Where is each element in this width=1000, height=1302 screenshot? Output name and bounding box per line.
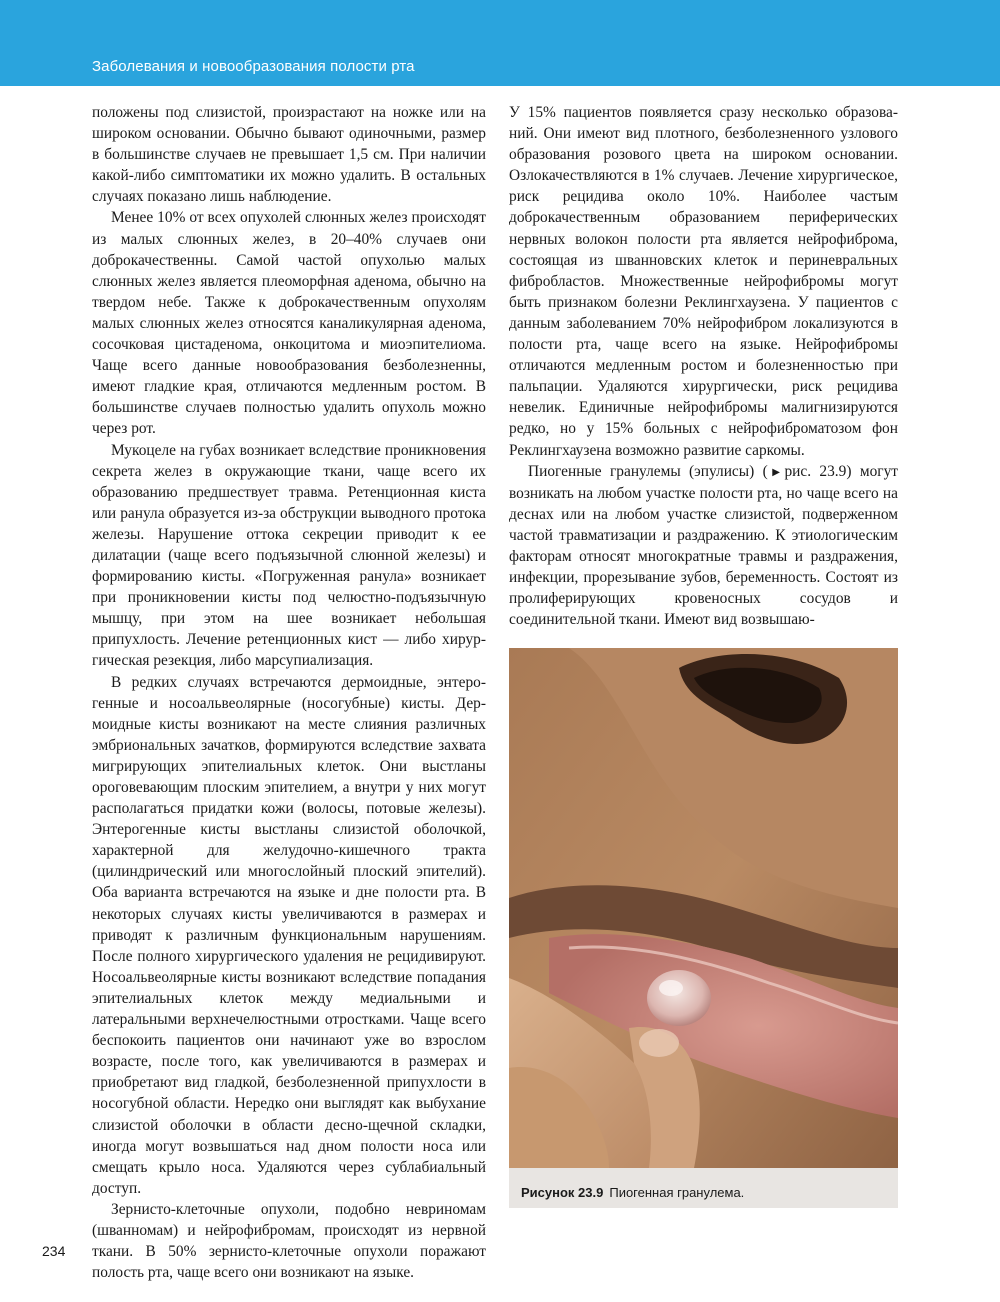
header-band [0, 0, 1000, 86]
right-text-column [509, 102, 898, 630]
paragraph-text: Пиогенные гранулемы (эпулисы) ( [528, 462, 768, 480]
reference-arrow-icon: ▶ [767, 466, 785, 478]
body-paragraph: Менее 10% от всех опухолей слюнных желез происходят из малых слюнных желез, в 20–40% случаев они доброкачественны. Самой частой опухолью малых слюнных желез является плеоморфная аденома, обычно на твердом небе. Также к доброкачественным опухолям малых слюнных желез относятся каналикулярная аденома, сосочковая цистаденома, онкоцитома и миоэпителиома. Чаще всего данные новообразования безболезненны, имеют гладкие края, отличаются медленным ростом. В большинстве случаев полностью удалить опухоль можно через рот. [92, 209, 486, 438]
body-paragraph: У 15% пациентов появляется сразу несколько образований. Они имеют вид плотного, безболезненного узлового образования розового цвета на широком основании. Озлокачествляются в 1% случаев. Лечение хирургическое, риск рецидива около 10%. Наиболее частым доброкачественным образованием периферических нервных волокон полости рта является нейрофиброма, состоящая из шванновских клеток и периневральных фибробластов. Множественные нейрофибромы могут быть признаком болезни Реклингхаузена. У пациентов с данным заболеванием 70% нейрофибром локализуются в полости рта, чаще всего на языке. Нейрофибромы отличаются медленным ростом и болезненностью при пальпации. Удаляются хирургически, риск рецидива невелик. Единичные нейрофибромы малигнизируются редко, но у 15% больных с нейрофиброматозом фон Реклингхаузена возможно развитие саркомы. [509, 104, 898, 459]
body-paragraph: Зернисто-клеточные опухоли, подобно невриномам (шванномам) и нейрофибромам, происходят из нервной ткани. В 50% зернисто-клеточные опухоли поражают полость рта, чаще всего они возникают на языке. [92, 1200, 486, 1282]
pyogenic-granuloma-photo [509, 648, 898, 1168]
figure-caption [521, 1185, 891, 1200]
left-text-column [92, 102, 486, 1283]
body-paragraph [509, 461, 898, 631]
body-paragraph: В редких случаях встречаются дермоидные, энтерогенные и носоальвеолярные (носогубные) кисты. Дермоидные кисты возникают на месте слияния различных эмбриональных зачатков, формируются вследствие захвата мигрирующих эпителиальных клеток. Они выстланы ороговевающим плоским эпителием, а внутри у них могут располагаться придатки кожи (волосы, потовые железы). Энтерогенные кисты выстланы слизистой оболочкой, характерной для желудочно-кишечного тракта (цилиндрический или многослойный плоский эпителий). Оба варианта встречаются на языке и дне полости рта. В некоторых случаях кисты увеличиваются в размерах и приводят к различным функциональным нарушениям. После полного хирургического удаления не рецидивируют. Носоальвеолярные кисты возникают вследствие попадания эпителиальных клеток между медиальными и латеральными верхнечелюстными отростками. Чаще всего беспокоить пациентов они начинают уже во взрослом возрасте, после того, как увеличиваются в размерах и приобретают вид гладкой, безболезненной припухлости в носогубной области. Нередко они выглядят как выбухание слизистой оболочки в области десно-щечной складки, иногда могут возвышаться над дном полости носа или смещать крыло носа. Удаляются через сублабиальный доступ. [92, 673, 486, 1197]
figure-23-9 [509, 648, 898, 1208]
page-number: 234 [42, 1243, 66, 1259]
running-header-title: Заболевания и новообразования полости рта [92, 58, 415, 75]
body-paragraph: положены под слизистой, произрастают на ножке или на широком основании. Обычно бывают одиночными, размер в большинстве случаев не превышает 1,5 см. При наличии какой-либо симптоматики их можно удалить. В остальных случаях показано лишь наблюдение. [92, 104, 486, 206]
figure-caption-text: Пиогенная гранулема. [609, 1185, 745, 1200]
figure-reference-link[interactable]: рис. 23.9 [784, 462, 847, 480]
body-paragraph: Мукоцеле на губах возникает вследствие проникновения секрета желез в окружающие ткани, чаще всего их образованию предшествует травма. Ретенционная киста или ранула образуется из-за обструкции выводного протока железы. Нарушение оттока секреции приводит к ее дилатации (чаще всего подъязычной слюнной железы) и формированию кисты. «Погруженная ранула» возникает при проникновении кисты под челюстно-подъязычную мышцу, при этом на шее возникает небольшая припухлость. Лечение ретенционных кист — либо хирургическая резекция, либо марсупиализация. [92, 441, 486, 670]
figure-label: Рисунок 23.9 [521, 1185, 604, 1200]
paragraph-text: ) могут возникать на любом участке полости рта, но чаще всего на деснах или на любом участке слизистой, подверженном частой травматизации и раздражению. К этиологическим факторам относят многократные травмы и раздражения, инфекции, прорезывание зубов, беременность. Состоят из пролиферирующих кровеносных сосудов и соединительной ткани. Имеют вид возвышаю- [509, 462, 898, 629]
